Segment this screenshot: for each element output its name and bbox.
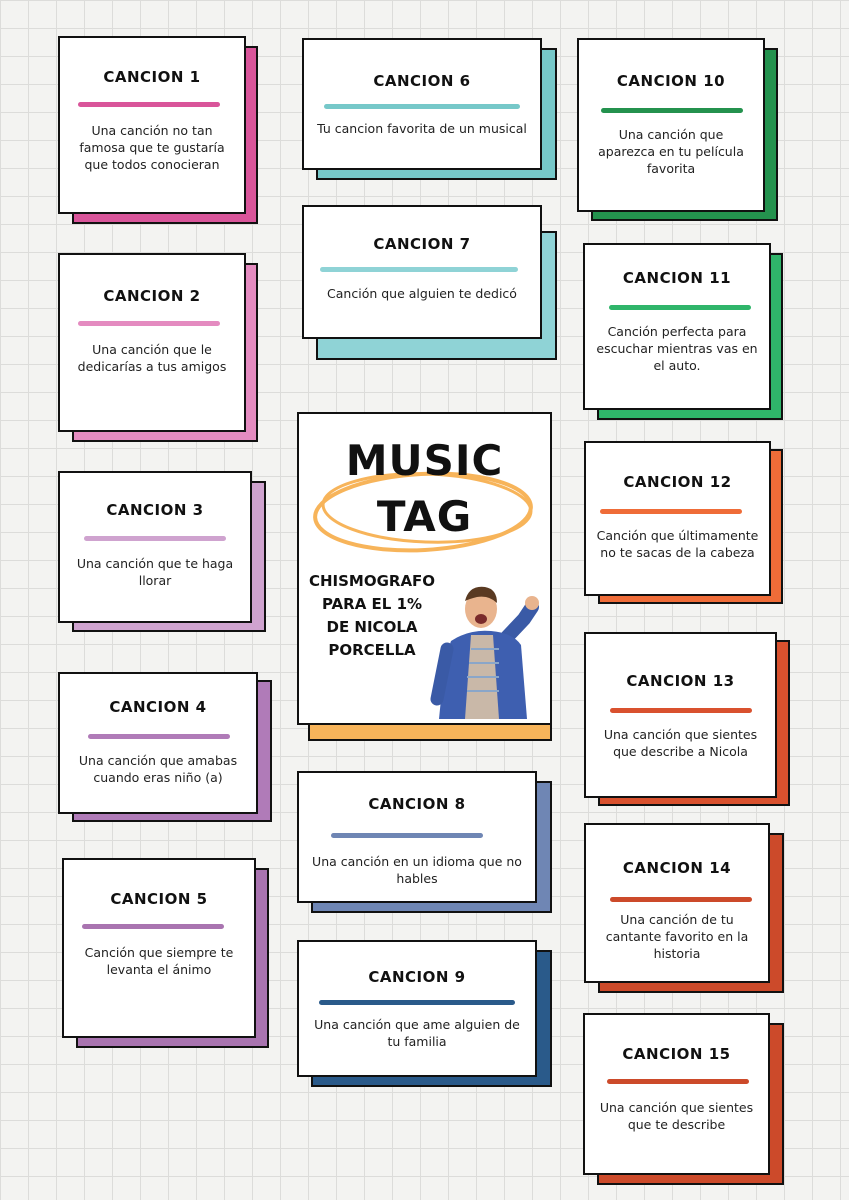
card-cancion-5 bbox=[62, 858, 269, 1048]
card-face bbox=[577, 38, 765, 212]
card-cancion-6 bbox=[302, 38, 557, 180]
card-title: CANCION 8 bbox=[368, 795, 466, 813]
card-title: CANCION 4 bbox=[109, 698, 207, 716]
poster-title-music: MUSIC bbox=[345, 436, 504, 485]
card-cancion-8 bbox=[297, 771, 552, 913]
card-title: CANCION 3 bbox=[106, 501, 204, 519]
card-title: CANCION 10 bbox=[616, 72, 726, 90]
card-prompt: Una canción que sientes que describe a Nicola bbox=[603, 727, 758, 759]
card-cancion-11 bbox=[583, 243, 783, 420]
card-prompt: Una canción que sientes que te describe bbox=[599, 1100, 754, 1132]
card-cancion-15 bbox=[583, 1013, 784, 1185]
poster-subtitle-1: CHISMOGRAFO bbox=[308, 572, 436, 590]
brush-stroke bbox=[600, 509, 742, 514]
brush-stroke bbox=[610, 708, 752, 713]
music-tag-poster bbox=[297, 412, 552, 725]
card-cancion-10 bbox=[577, 38, 778, 221]
card-prompt: Una canción en un idioma que no hables bbox=[312, 854, 522, 886]
card-face bbox=[584, 823, 770, 983]
brush-stroke bbox=[331, 833, 483, 838]
card-title: CANCION 1 bbox=[103, 68, 201, 86]
card-prompt: Una canción que te haga llorar bbox=[76, 556, 234, 588]
card-cancion-9 bbox=[297, 940, 552, 1087]
card-prompt: Una canción de tu cantante favorito en la historia bbox=[605, 912, 749, 961]
card-title: CANCION 11 bbox=[622, 269, 732, 287]
card-prompt: Una canción que amabas cuando eras niño (a) bbox=[78, 753, 238, 785]
card-cancion-12 bbox=[584, 441, 783, 604]
card-title: CANCION 2 bbox=[103, 287, 201, 305]
poster-subtitle-2: PARA EL 1% bbox=[321, 595, 423, 613]
card-face bbox=[584, 632, 777, 798]
card-face bbox=[58, 253, 246, 432]
card-prompt: Canción perfecta para escuchar mientras vas en el auto. bbox=[596, 324, 758, 373]
card-title: CANCION 9 bbox=[368, 968, 466, 986]
card-prompt: Una canción que ame alguien de tu familia bbox=[314, 1017, 520, 1049]
card-title: CANCION 14 bbox=[622, 859, 732, 877]
brush-stroke bbox=[609, 305, 751, 310]
brush-stroke bbox=[610, 897, 752, 902]
brush-stroke bbox=[319, 1000, 515, 1005]
card-cancion-1 bbox=[58, 36, 258, 224]
card-cancion-13 bbox=[584, 632, 790, 806]
poster-subtitle-3: DE NICOLA bbox=[326, 618, 418, 636]
brush-stroke bbox=[324, 104, 520, 109]
card-cancion-14 bbox=[584, 823, 784, 993]
brush-stroke bbox=[84, 536, 226, 541]
card-cancion-3 bbox=[58, 471, 266, 632]
brush-stroke bbox=[78, 102, 220, 107]
card-prompt: Canción que últimamente no te sacas de la cabeza bbox=[596, 528, 759, 560]
card-prompt: Una canción que aparezca en tu película favorita bbox=[598, 127, 744, 176]
card-face bbox=[583, 243, 771, 410]
card-face bbox=[297, 940, 537, 1077]
brush-stroke bbox=[78, 321, 220, 326]
brush-stroke bbox=[601, 108, 743, 113]
card-title: CANCION 5 bbox=[110, 890, 208, 908]
card-cancion-4 bbox=[58, 672, 272, 822]
card-face bbox=[583, 1013, 770, 1175]
card-prompt: Una canción que le dedicarías a tus amigos bbox=[77, 342, 227, 374]
card-prompt: Canción que alguien te dedicó bbox=[327, 286, 517, 301]
brush-stroke bbox=[320, 267, 518, 272]
card-face bbox=[584, 441, 771, 596]
card-face bbox=[58, 672, 258, 814]
card-face bbox=[302, 205, 542, 339]
brush-stroke bbox=[88, 734, 230, 739]
card-title: CANCION 6 bbox=[373, 72, 471, 90]
card-face bbox=[62, 858, 256, 1038]
card-title: CANCION 13 bbox=[626, 672, 735, 690]
poster-subtitle-4: PORCELLA bbox=[328, 641, 416, 659]
brush-stroke bbox=[82, 924, 224, 929]
brush-stroke bbox=[607, 1079, 749, 1084]
card-cancion-7 bbox=[302, 205, 557, 360]
card-cancion-2 bbox=[58, 253, 258, 442]
person-photo-icon bbox=[429, 579, 552, 725]
card-prompt: Una canción no tan famosa que te gustaría que todos conocieran bbox=[79, 123, 225, 172]
card-face bbox=[58, 36, 246, 214]
card-prompt: Tu cancion favorita de un musical bbox=[317, 121, 527, 136]
card-title: CANCION 15 bbox=[622, 1045, 731, 1063]
card-title: CANCION 7 bbox=[373, 235, 471, 253]
poster-title-tag: TAG bbox=[376, 492, 473, 541]
card-face bbox=[297, 771, 537, 903]
card-face bbox=[58, 471, 252, 623]
card-title: CANCION 12 bbox=[623, 473, 732, 491]
card-prompt: Canción que siempre te levanta el ánimo bbox=[84, 945, 234, 977]
card-face bbox=[302, 38, 542, 170]
